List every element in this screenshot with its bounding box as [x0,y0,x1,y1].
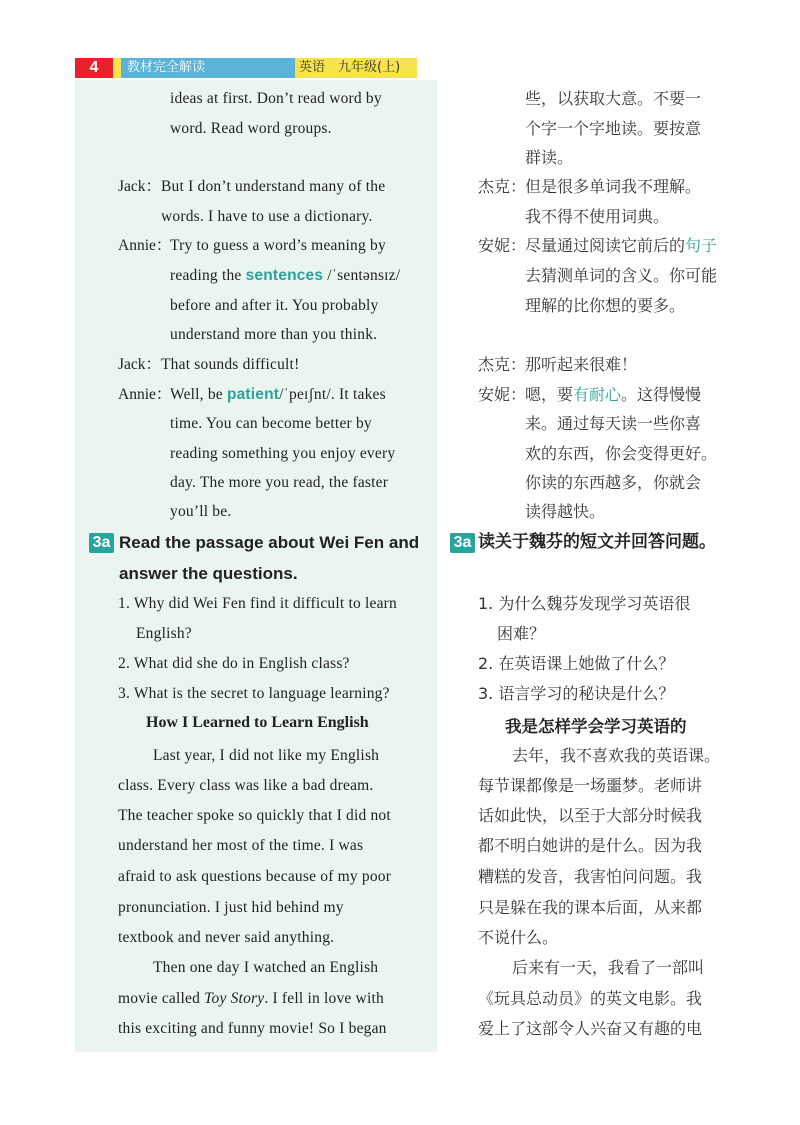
passage-title-cn: 我是怎样学会学习英语的 [505,717,687,736]
translation-line: 那听起来很难！ [525,355,638,374]
question-cn: 困难？ [497,624,546,643]
translation-line: 不说什么。 [478,928,559,947]
dialogue-line: time. You can become better by [170,415,372,432]
dialogue-line: understand more than you think. [170,326,378,343]
question: 2. What did she do in English class? [118,655,350,672]
passage-line: Then one day I watched an English [153,959,379,976]
passage-line: afraid to ask questions because of my poor [118,868,392,885]
page-number: 4 [75,58,113,78]
dialogue-line: word. Read word groups. [170,120,332,137]
text: . It takes [330,386,386,403]
task-instruction: Read the passage about Wei Fen and [119,533,420,552]
translation-line [525,231,717,261]
speaker-annie: Annie： [118,386,172,403]
passage-line: pronunciation. I just hid behind my [118,899,344,916]
translation-line: 话如此快，以至于大部分时候我 [478,806,703,825]
header-divider [113,58,121,78]
passage-line: The teacher spoke so quickly that I did not [118,807,391,824]
translation-line: 《玩具总动员》的英文电影。我 [478,989,703,1008]
question-cn: 1. 为什么魏芬发现学习英语很 [478,594,691,613]
translation-line: 但是很多单词我不理解。 [525,177,702,196]
movie-title: Toy Story [204,990,265,1007]
translation-line: 些，以获取大意。不要一 [525,89,702,108]
task-instruction: answer the questions. [119,564,298,583]
question-cn: 2. 在英语课上她做了什么？ [478,654,675,673]
question: 1. Why did Wei Fen find it difficult to learn [118,595,397,612]
vocab-word: sentences [245,267,324,284]
passage-line: understand her most of the time. I was [118,837,364,854]
vocab-word-cn: 有耐心 [573,385,622,404]
translation-line: 后来有一天，我看了一部叫 [512,958,705,977]
speaker-jack-cn: 杰克： [478,355,527,374]
translation-line: 糟糕的发音，我害怕问问题。我 [478,867,703,886]
translation-line: 去猜测单词的含义。你可能 [525,266,718,285]
task-badge: 3a [450,533,475,553]
passage-line: textbook and never said anything. [118,929,335,946]
dialogue-line: words. I have to use a dictionary. [161,208,373,225]
phonetic: /ˈsentənsɪz/ [323,267,401,284]
speaker-jack: Jack： [118,356,162,373]
translation-line: 每节课都像是一场噩梦。老师讲 [478,776,703,795]
text: reading the [170,267,246,284]
dialogue-line: But I don’t understand many of the [161,178,386,195]
text: . I fell in love with [264,990,384,1007]
dialogue-line: you’ll be. [170,503,232,520]
translation-line [525,380,701,410]
subject-label: 英语 九年级(上) [295,58,417,78]
vocab-word-cn: 句子 [685,236,718,255]
passage-line [118,984,384,1014]
vocab-word: patient [226,386,280,403]
translation-line: 我不得不使用词典。 [525,207,670,226]
dialogue-line: day. The more you read, the faster [170,474,389,491]
dialogue-line: ideas at first. Don’t read word by [170,90,382,107]
dialogue-line: before and after it. You probably [170,297,379,314]
dialogue-line [170,380,386,410]
dialogue-line: That sounds difficult! [161,356,300,373]
passage-title: How I Learned to Learn English [146,714,369,731]
translation-line: 去年，我不喜欢我的英语课。 [512,746,721,765]
text: movie called [118,990,205,1007]
dialogue-line: reading something you enjoy every [170,445,396,462]
speaker-annie-cn: 安妮： [478,385,527,404]
task-badge: 3a [89,533,114,553]
task-instruction-cn: 读关于魏芬的短文并回答问题。 [478,532,716,552]
translation-line: 爱上了这部令人兴奋又有趣的电 [478,1019,703,1038]
book-title: 教材完全解读 [121,58,295,78]
passage-line: class. Every class was like a bad dream. [118,777,374,794]
text: 嗯，要 [525,385,574,404]
translation-line: 群读。 [525,148,574,167]
question: English? [136,625,192,642]
passage-line: this exciting and funny movie! So I began [118,1020,387,1037]
dialogue-line: Try to guess a word’s meaning by [170,237,386,254]
translation-line: 个字一个字地读。要按意 [525,119,702,138]
translation-line: 读得越快。 [525,502,606,521]
text: Well, be [170,386,227,403]
speaker-annie: Annie： [118,237,172,254]
speaker-jack: Jack： [118,178,162,195]
speaker-annie-cn: 安妮： [478,236,527,255]
dialogue-line [170,261,400,291]
question: 3. What is the secret to language learning? [118,685,390,702]
translation-line: 只是躲在我的课本后面，从来都 [478,898,703,917]
translation-line: 你读的东西越多，你就会 [525,473,702,492]
speaker-jack-cn: 杰克： [478,177,527,196]
text: 。这得慢慢 [621,385,702,404]
translation-line: 来。通过每天读一些你喜 [525,414,702,433]
passage-line: Last year, I did not like my English [153,747,380,764]
question-cn: 3. 语言学习的秘诀是什么？ [478,684,675,703]
translation-line: 理解的比你想的要多。 [525,296,686,315]
text: 尽量通过阅读它前后的 [525,236,686,255]
translation-line: 都不明白她讲的是什么。因为我 [478,836,703,855]
phonetic: /ˈpeɪʃnt/ [279,386,331,403]
translation-line: 欢的东西，你会变得更好。 [525,444,718,463]
